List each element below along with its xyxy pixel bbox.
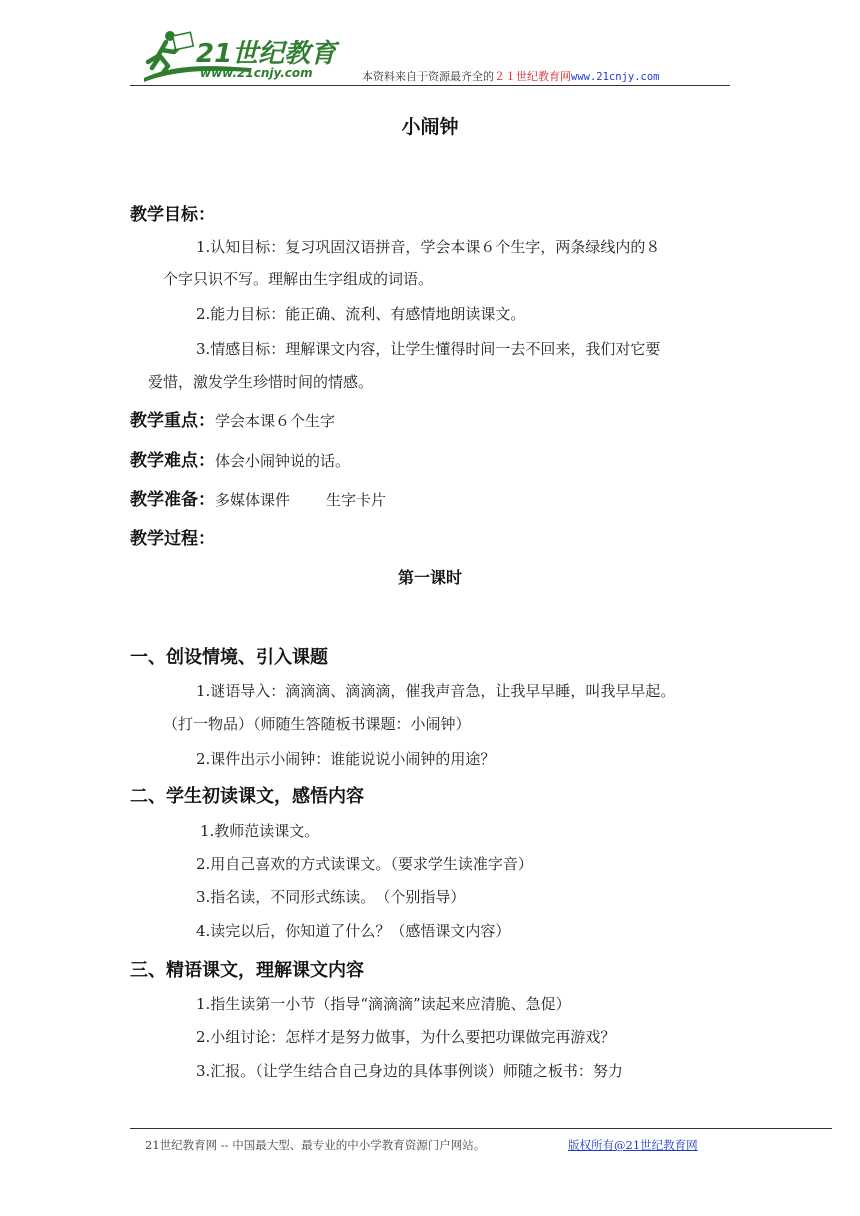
key-point-text: 学会本课６个生字 <box>215 412 336 430</box>
section-2-item-2: 2.用自己喜欢的方式读课文。（要求学生读准字音） <box>196 855 533 873</box>
objective-1-line-2: 个字只识不写。理解由生字组成的词语。 <box>163 270 434 288</box>
section-3-heading: 三、精语课文，理解课文内容 <box>130 960 364 981</box>
header-note-prefix: 本资料来自于资源最齐全的 <box>362 70 494 83</box>
objective-3-line-1: 3.情感目标：理解课文内容，让学生懂得时间一去不回来，我们对它要 <box>196 340 661 358</box>
objective-1-line-1: 1.认知目标：复习巩固汉语拼音，学会本课６个生字，两条绿线内的８ <box>196 238 661 256</box>
difficulty-text: 体会小闹钟说的话。 <box>215 452 351 470</box>
section-1-heading: 一、创设情境、引入课题 <box>130 647 328 668</box>
section-1-item-2: 2.课件出示小闹钟：谁能说说小闹钟的用途？ <box>196 750 496 768</box>
site-logo <box>140 28 340 84</box>
section-2-item-4: 4.读完以后，你知道了什么？（感悟课文内容） <box>196 922 511 940</box>
footer-copyright-link[interactable]: 版权所有@21世纪教育网 <box>568 1138 698 1152</box>
header-source-note <box>362 68 660 84</box>
prep-item-1: 多媒体课件 <box>215 491 291 509</box>
lesson-heading: 第一课时 <box>397 568 462 587</box>
objectives-label: 教学目标： <box>130 205 215 225</box>
section-3-item-2: 2.小组讨论：怎样才是努力做事，为什么要把功课做完再游戏？ <box>196 1028 616 1046</box>
objective-3-line-2: 爱惜，激发学生珍惜时间的情感。 <box>148 373 374 391</box>
header-note-site[interactable]: ２１世纪教育网 <box>494 70 571 83</box>
objective-2: 2.能力目标：能正确、流利、有感情地朗读课文。 <box>196 305 526 323</box>
prep-label: 教学准备： <box>130 490 215 510</box>
header-note-url[interactable]: www.21cnjy.com <box>571 71 660 83</box>
footer-site-description: 21世纪教育网 -- 中国最大型、最专业的中小学教育资源门户网站。 <box>145 1138 486 1152</box>
process-label: 教学过程： <box>130 529 215 549</box>
section-2-item-1: 1.教师范读课文。 <box>200 822 320 840</box>
logo-brand-text: 21世纪教育 <box>196 39 337 69</box>
difficulty-label: 教学难点： <box>130 451 215 471</box>
section-3-item-3: 3.汇报。（让学生结合自己身边的具体事例谈）师随之板书：努力 <box>196 1062 623 1080</box>
section-3-item-1: 1.指生读第一小节（指导“滴滴滴”读起来应清脆、急促） <box>196 995 571 1013</box>
document-title: 小闹钟 <box>401 116 459 138</box>
key-point-label: 教学重点： <box>130 411 215 431</box>
logo-url-text: www.21cnjy.com <box>200 66 313 80</box>
section-2-item-3: 3.指名读，不同形式练读。 （个别指导） <box>196 888 466 906</box>
section-1-item-1-line-1: 1.谜语导入：滴滴滴、滴滴滴，催我声音急，让我早早睡，叫我早早起。 <box>196 682 676 700</box>
section-1-item-1-line-2: （打一物品）（师随生答随板书课题：小闹钟） <box>163 715 471 733</box>
footer-divider <box>130 1128 832 1129</box>
key-point-row <box>130 406 335 431</box>
section-2-heading: 二、学生初读课文，感悟内容 <box>130 786 364 807</box>
prep-item-2: 生字卡片 <box>326 491 387 509</box>
difficulty-row <box>130 446 350 471</box>
header-divider <box>130 85 730 86</box>
prep-row <box>130 485 386 510</box>
